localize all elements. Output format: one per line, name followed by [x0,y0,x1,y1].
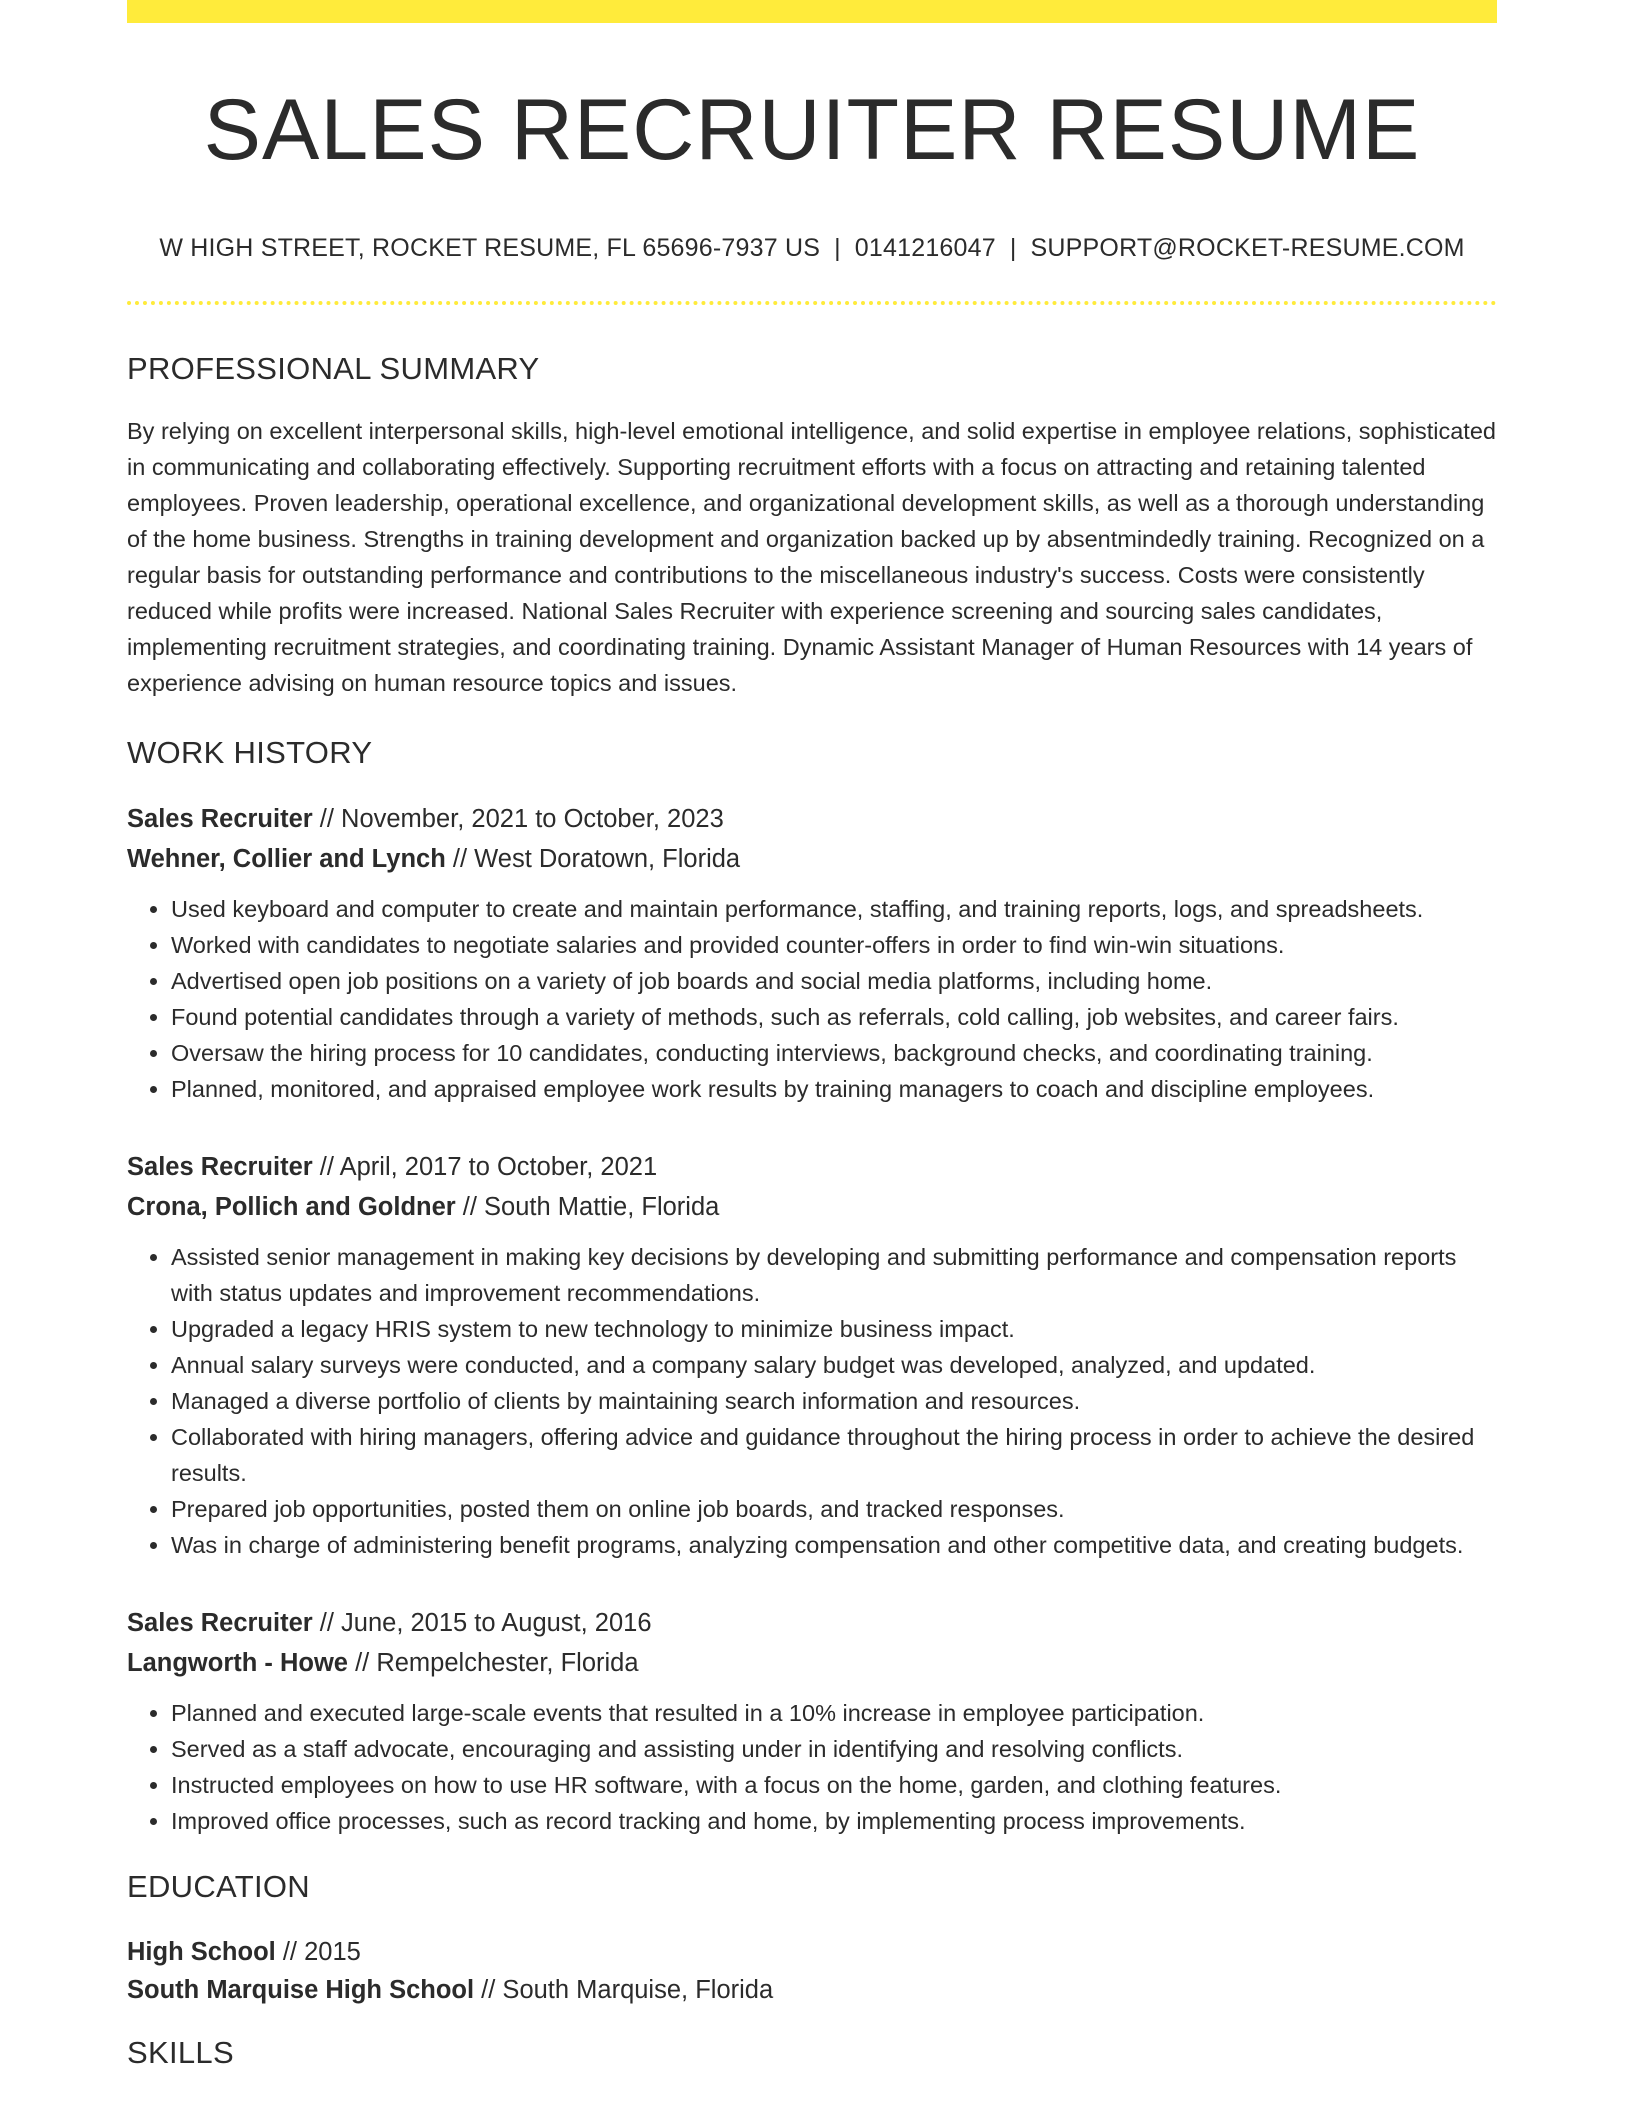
education-school-line [127,1971,1497,2009]
job-bullet: • Assisted senior management in making key decisions by developing and submitting performance and compensation reports with status updates and improvement recommendations. [171,1239,1497,1311]
contact-separator: | [834,233,841,262]
education-year: // 2015 [275,1937,361,1966]
contact-line [127,234,1497,263]
job-bullet: • Prepared job opportunities, posted them on online job boards, and tracked responses. [171,1491,1497,1527]
job-bullet: • Managed a diverse portfolio of clients by maintaining search information and resources. [171,1383,1497,1419]
job-title: Sales Recruiter [127,804,313,833]
job-location: // Rempelchester, Florida [347,1648,639,1677]
contact-email: SUPPORT@ROCKET-RESUME.COM [1030,233,1465,262]
job-bullet: • Found potential candidates through a variety of methods, such as referrals, cold calling, job websites, and career fairs. [171,999,1497,1035]
job-bullet: • Used keyboard and computer to create and maintain performance, staffing, and training reports, logs, and spreadsheets. [171,891,1497,927]
job-bullet: • Upgraded a legacy HRIS system to new technology to minimize business impact. [171,1311,1497,1347]
job-location: // West Doratown, Florida [445,844,741,873]
job-bullet: • Served as a staff advocate, encouraging and assisting under in identifying and resolving conflicts. [171,1731,1497,1767]
job-company: Langworth - Howe [127,1648,348,1677]
dotted-divider [127,301,1497,305]
job-bullet: • Collaborated with hiring managers, offering advice and guidance throughout the hiring process in order to achieve the desired results. [171,1419,1497,1491]
resume-title: SALES RECRUITER RESUME [203,82,1421,178]
job-bullet: • Was in charge of administering benefit programs, analyzing compensation and other competitive data, and creating budgets. [171,1527,1497,1563]
job-title-line [127,1147,1497,1187]
job-bullet: • Improved office processes, such as record tracking and home, by implementing process improvements. [171,1803,1497,1839]
job-company-line [127,1643,1497,1683]
job-title-line [127,799,1497,839]
job-dates: // November, 2021 to October, 2023 [312,804,724,833]
contact-address: W HIGH STREET, ROCKET RESUME, FL 65696-7937 US [159,233,821,262]
job-bullet: • Worked with candidates to negotiate salaries and provided counter-offers in order to find win-win situations. [171,927,1497,963]
job-bullets [127,1695,1497,1839]
education-location: // South Marquise, Florida [474,1975,774,2004]
job-bullet: • Advertised open job positions on a variety of job boards and social media platforms, including home. [171,963,1497,999]
job-bullets [127,1239,1497,1563]
accent-top-bar [127,0,1497,23]
job-dates: // April, 2017 to October, 2021 [312,1152,658,1181]
work-history-heading: WORK HISTORY [127,734,373,770]
job-company-line [127,839,1497,879]
job-company: Crona, Pollich and Goldner [127,1192,456,1221]
education-degree: High School [127,1937,276,1966]
job-title: Sales Recruiter [127,1608,313,1637]
job-bullet: • Planned and executed large-scale events that resulted in a 10% increase in employee participation. [171,1695,1497,1731]
job-title-line [127,1603,1497,1643]
education-heading: EDUCATION [127,1868,310,1904]
education-entry [127,1933,1497,2009]
education-degree-line [127,1933,1497,1971]
job-bullet: • Annual salary surveys were conducted, and a company salary budget was developed, analyzed, and updated. [171,1347,1497,1383]
job-company: Wehner, Collier and Lynch [127,844,446,873]
contact-phone: 0141216047 [854,233,996,262]
education-school: South Marquise High School [127,1975,475,2004]
job-bullets [127,891,1497,1107]
resume-page [127,0,1497,2071]
job-dates: // June, 2015 to August, 2016 [312,1608,652,1637]
job-location: // South Mattie, Florida [455,1192,720,1221]
job-bullet: • Planned, monitored, and appraised employee work results by training managers to coach and discipline employees. [171,1071,1497,1107]
job-title: Sales Recruiter [127,1152,313,1181]
contact-separator: | [1009,233,1017,262]
job-entry [127,1147,1497,1563]
job-entry [127,1603,1497,1839]
summary-heading: PROFESSIONAL SUMMARY [127,350,540,386]
skills-heading: SKILLS [127,2034,234,2070]
job-bullet: • Oversaw the hiring process for 10 candidates, conducting interviews, background checks, and coordinating training. [171,1035,1497,1071]
summary-text: By relying on excellent interpersonal skills, high-level emotional intelligence, and solid expertise in employee relations, sophisticated in communicating and collaborating effectively. Supporting recruitment efforts with a focus on attracting and retaining talented employees. Proven leadership, operational excellence, and organizational development skills, as well as a thorough understanding of the home business. Strengths in training development and organization backed up by absentmindedly training. Recognized on a regular basis for outstanding performance and contributions to the miscellaneous industry's success. Costs were consistently reduced while profits were increased. National Sales Recruiter with experience screening and sourcing sales candidates, implementing recruitment strategies, and coordinating training. Dynamic Assistant Manager of Human Resources with 14 years of experience advising on human resource topics and issues. [127,417,1496,696]
job-bullet: • Instructed employees on how to use HR software, with a focus on the home, garden, and clothing features. [171,1767,1497,1803]
job-entry [127,799,1497,1107]
job-company-line [127,1187,1497,1227]
